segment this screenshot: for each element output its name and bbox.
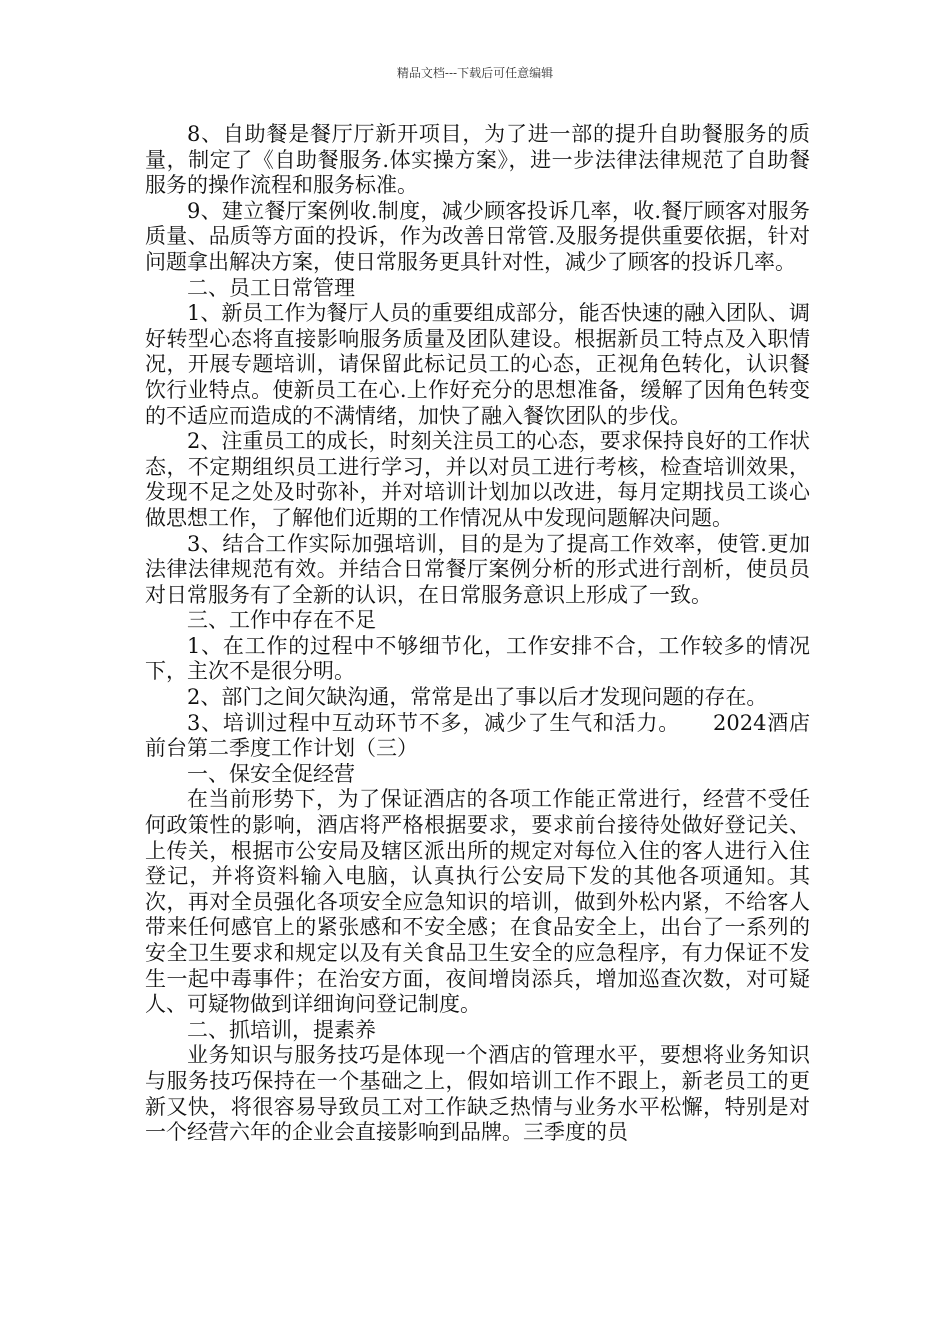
paragraph-training: 3、结合工作实际加强培训，目的是为了提高工作效率，使管.更加法律法律规范有效。并结合日常餐厅案例分析的形式进行剖析，使员员对日常服务有了全新的认识，在日常服务意识上形成了一致。: [145, 531, 810, 607]
section-heading-training: 二、抓培训，提素养: [187, 1017, 376, 1042]
paragraph-staff-growth: 2、注重员工的成长，时刻关注员工的心态，要求保持良好的工作状态，不定期组织员工进行学习，并以对员工进行考核，检查培训效果，发现不足之处及时弥补，并对培训计划加以改进，每月定期找员工谈心做思想工作，了解他们近期的工作情况从中发现问题解决问题。: [145, 429, 810, 530]
section-heading-staff-management: 二、员工日常管理: [187, 275, 355, 300]
paragraph-buffet-plan: 8、自助餐是餐厅厅新开项目，为了进一部的提升自助餐服务的质量，制定了《自助餐服务.体实操方案》，进一步法律法律规范了自助餐服务的操作流程和服务标准。: [145, 122, 810, 198]
section-heading-shortcomings: 三、工作中存在不足: [187, 608, 376, 633]
section-heading-safety: 一、保安全促经营: [187, 761, 355, 786]
page-header: 精品文档---下载后可任意编辑: [396, 66, 554, 80]
paragraph-shortcoming-communication: 2、部门之间欠缺沟通，常常是出了事以后才发现问题的存在。: [187, 685, 768, 710]
paragraph-shortcoming-training: 3、培训过程中互动环节不多，减少了生气和活力。 2024酒店前台第二季度工作计划（三）: [145, 710, 810, 761]
paragraph-safety-detail: 在当前形势下，为了保证酒店的各项工作能正常进行，经营不受任何政策性的影响，酒店将严格根据要求，要求前台接待处做好登记关、上传关，根据市公安局及辖区派出所的规定对每位入住的客人进行入住登记，并将资料输入电脑，认真执行公安局下发的其他各项通知。其次，再对全员强化各项安全应急知识的培训，做到外松内紧，不给客人带来任何感官上的紧张感和不安全感；在食品安全上，出台了一系列的安全卫生要求和规定以及有关食品卫生安全的应急程序，有力保证不发生一起中毒事件；在治安方面，夜间增岗添兵，增加巡查次数，对可疑人、可疑物做到详细询问登记制度。: [145, 787, 810, 1017]
paragraph-shortcoming-detail: 1、在工作的过程中不够细节化，工作安排不合，工作较多的情况下，主次不是很分明。: [145, 633, 810, 684]
paragraph-new-staff: 1、新员工作为餐厅人员的重要组成部分，能否快速的融入团队、调好转型心态将直接影响服务质量及团队建设。根据新员工特点及入职情况，开展专题培训，请保留此标记员工的心态，正视角色转化，认识餐饮行业特点。使新员工在心.上作好充分的思想准备，缓解了因角色转变的不适应而造成的不满情绪，加快了融入餐饮团队的步伐。: [145, 301, 810, 428]
document-body: [145, 122, 810, 1146]
paragraph-case-system: 9、建立餐厅案例收.制度，减少顾客投诉几率，收.餐厅顾客对服务质量、品质等方面的投诉，作为改善日常管.及服务提供重要依据，针对问题拿出解决方案，使日常服务更具针对性，减少了顾客的投诉几率。: [145, 198, 810, 274]
paragraph-training-detail: 业务知识与服务技巧是体现一个酒店的管理水平，要想将业务知识与服务技巧保持在一个基础之上，假如培训工作不跟上，新老员工的更新又快，将很容易导致员工对工作缺乏热情与业务水平松懈，特别是对一个经营六年的企业会直接影响到品牌。三季度的员: [145, 1043, 810, 1145]
